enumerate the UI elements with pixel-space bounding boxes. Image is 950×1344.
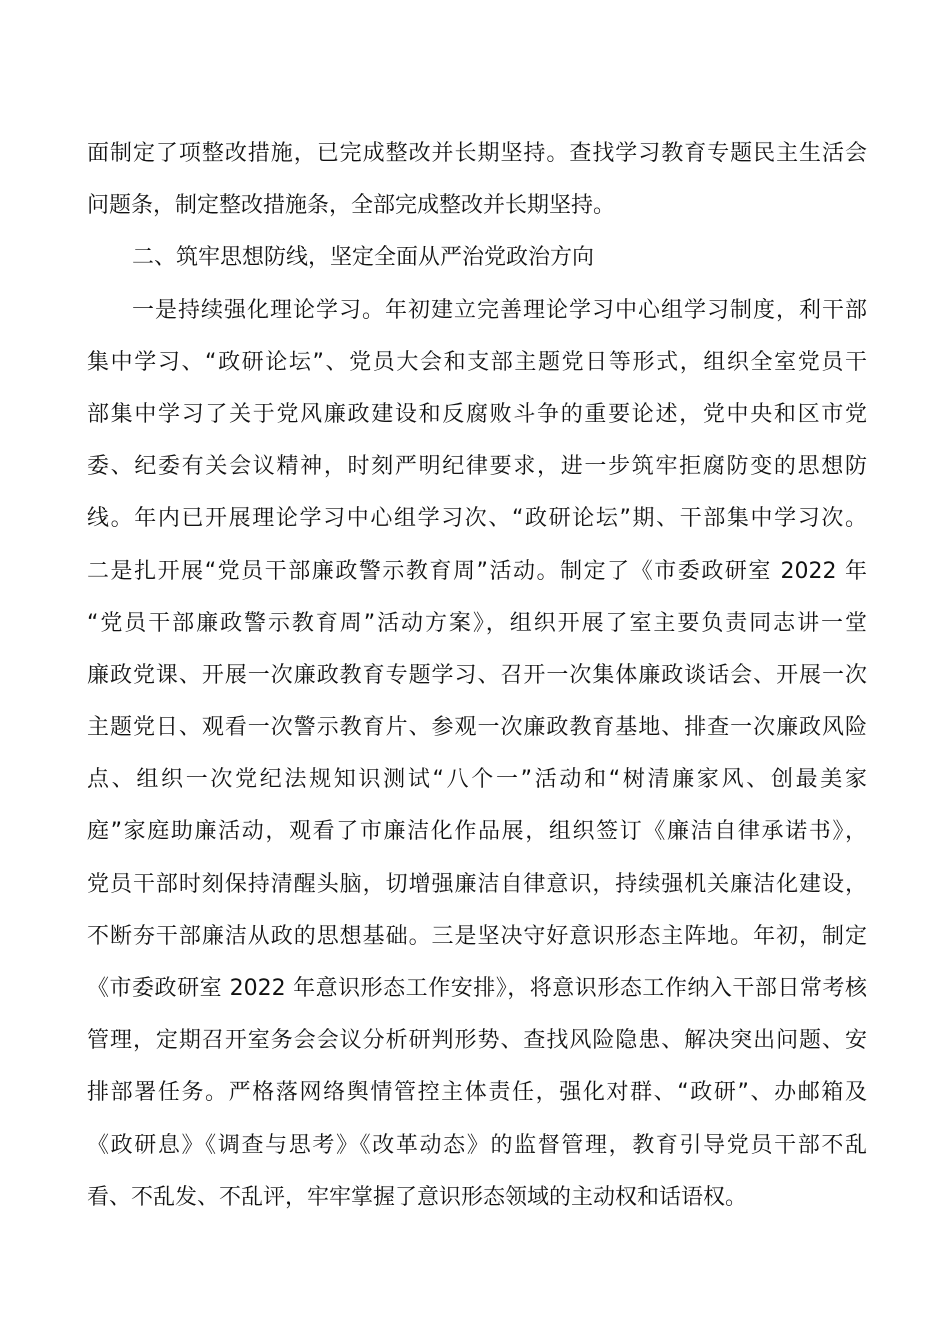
- body-text: [87, 128, 867, 1224]
- text-line: 线。年内已开展理论学习中心组学习次、“政研论坛”期、干部集中学习次。: [87, 506, 867, 532]
- text-line: 《政研息》《调查与思考》《改革动态》的监督管理，教育引导党员干部不乱: [87, 1132, 867, 1158]
- text-line: 看、不乱发、不乱评，牢牢掌握了意识形态领域的主动权和话语权。: [87, 1184, 748, 1210]
- text-line: 廉政党课、开展一次廉政教育专题学习、召开一次集体廉政谈话会、开展一次: [87, 662, 867, 688]
- text-line: 排部署任务。严格落网络舆情管控主体责任，强化对群、“政研”、办邮箱及: [87, 1080, 867, 1106]
- text-line: 《市委政研室 2022 年意识形态工作安排》，将意识形态工作纳入干部日常考核: [87, 976, 867, 1001]
- text-line: 一是持续强化理论学习。年初建立完善理论学习中心组学习制度，利干部: [132, 297, 867, 323]
- text-line: “党员干部廉政警示教育周”活动方案》，组织开展了室主要负责同志讲一堂: [87, 610, 867, 636]
- text-line: 委、纪委有关会议精神，时刻严明纪律要求，进一步筑牢拒腐防变的思想防: [87, 454, 867, 480]
- text-line: 不断夯干部廉洁从政的思想基础。三是坚决守好意识形态主阵地。年初，制定: [87, 923, 867, 949]
- text-line: 二是扎开展“党员干部廉政警示教育周”活动。制定了《市委政研室 2022 年: [87, 558, 867, 584]
- text-line: 问题条，制定整改措施条，全部完成整改并长期坚持。: [87, 193, 616, 219]
- text-line: 集中学习、“政研论坛”、党员大会和支部主题党日等形式，组织全室党员干: [87, 349, 867, 375]
- text-line: 管理，定期召开室务会会议分析研判形势、查找风险隐患、解决突出问题、安: [87, 1028, 867, 1054]
- text-line: 庭”家庭助廉活动，观看了市廉洁化作品展，组织签订《廉洁自律承诺书》，: [87, 819, 867, 845]
- text-line: 主题党日、观看一次警示教育片、参观一次廉政教育基地、排查一次廉政风险: [87, 715, 867, 741]
- section-heading: 二、筑牢思想防线，坚定全面从严治党政治方向: [132, 245, 595, 271]
- text-line: 面制定了项整改措施，已完成整改并长期坚持。查找学习教育专题民主生活会: [87, 141, 867, 166]
- text-line: 部集中学习了关于党风廉政建设和反腐败斗争的重要论述，党中央和区市党: [87, 401, 867, 427]
- text-line: 点、组织一次党纪法规知识测试“八个一”活动和“树清廉家风、创最美家: [87, 767, 867, 793]
- text-line: 党员干部时刻保持清醒头脑，切增强廉洁自律意识，持续强机关廉洁化建设，: [87, 871, 867, 897]
